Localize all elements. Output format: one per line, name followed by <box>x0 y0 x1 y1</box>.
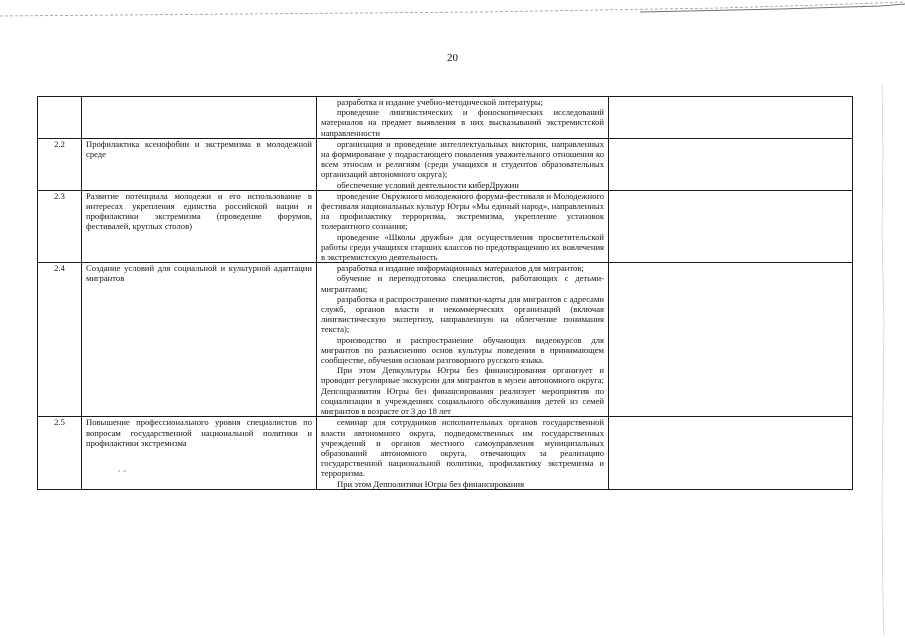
row-actions <box>317 190 609 262</box>
action-paragraph: производство и распространение обучающих видеокурсов для мигрантов по разъяснению основ культуры поведения в принимающем сообществе, обучения основам разговорного русского языка. <box>321 334 604 366</box>
action-paragraph: При этом Депкультуры Югры без финансирования организует и проводит регулярные экскурсии для мигрантов в музеи автономного округа; Депсоцразвития Югры без финансирования реализует мероприятия по социализации в учреждениях социального обслуживания детей из семей мигрантов в возрасте от 3 до 18 лет <box>321 365 604 417</box>
row-number: 2.3 <box>38 190 82 262</box>
scan-speck <box>118 470 126 472</box>
table-row <box>38 263 853 417</box>
row-actions <box>317 97 609 139</box>
scan-edge-top <box>0 0 905 20</box>
row-extra <box>609 417 853 489</box>
row-title: Повышение профессионального уровня специалистов по вопросам государственной национальной политики и профилактики экстремизма <box>82 417 317 489</box>
row-actions <box>317 138 609 190</box>
action-paragraph: При этом Депполитики Югры без финансирования <box>337 478 525 489</box>
row-title: Развитие потенциала молодежи и его использование в интересах укрепления единства российской нации и профилактики экстремизма (проведение форумов, фестивалей, круглых столов) <box>82 190 317 262</box>
action-paragraph: разработка и издание учебно-методической литературы; <box>337 97 544 107</box>
row-title: Профилактика ксенофобии и экстремизма в молодежной среде <box>82 138 317 190</box>
action-paragraph: проведение «Школы дружбы» для осуществления просветительской работы среди учащихся старших классов по предотвращению их вовлечения в экстремистскую деятельность <box>321 231 604 263</box>
row-actions <box>317 263 609 417</box>
action-paragraph: обеспечение условий деятельности киберДружин <box>337 179 519 190</box>
row-title: Создание условий для социальной и культурной адаптации мигрантов <box>82 263 317 417</box>
table-row <box>38 417 853 489</box>
action-paragraph: проведение Окружного молодежного форума-фестиваля и Молодежного фестиваля национальных культур Югры «Мы единый народ», направленных на профилактику терроризма, экстремизма, укрепление установок толерантного сознания; <box>321 190 604 232</box>
table-row <box>38 190 853 262</box>
table-row <box>38 138 853 190</box>
row-number: 2.5 <box>38 417 82 489</box>
row-extra <box>609 263 853 417</box>
action-paragraph: разработка и издание информационных материалов для мигрантов; <box>337 263 584 274</box>
action-paragraph: проведение лингвистических и фоноскопических исследований материалов на предмет выявления в них высказываний экстремистской направленности <box>321 107 604 138</box>
page-number: 20 <box>447 52 458 64</box>
table-row <box>38 97 853 139</box>
measures-table <box>37 96 853 490</box>
row-title <box>82 97 317 139</box>
row-actions <box>317 417 609 489</box>
row-number <box>38 97 82 139</box>
scan-edge-right <box>868 82 904 638</box>
row-extra <box>609 138 853 190</box>
row-extra <box>609 97 853 139</box>
action-paragraph: семинар для сотрудников исполнительных органов государственной власти автономного округа, подведомственных им государственных учреждений и органов местного самоуправления муниципальных образований автономного округа, отвечающих за реализацию государственной национальной политики, профилактику экстремизма и терроризма. <box>321 417 604 479</box>
row-number: 2.2 <box>38 138 82 190</box>
action-paragraph: организация и проведение интеллектуальных викторин, направленных на формирование у подрастающего поколения уважительного отношения ко всем этносам и религиям (среди учащихся и студентов образовательных организаций автономного округа); <box>321 138 604 180</box>
action-paragraph: обучение и переподготовка специалистов, работающих с детьми-мигрантами; <box>321 273 604 294</box>
action-paragraph: разработка и распространение памятки-карты для мигрантов с адресами служб, органов власти и некоммерческих организаций (включая лингвистическую экспертизу, направленную на облегчение понимания текста); <box>321 293 604 335</box>
row-number: 2.4 <box>38 263 82 417</box>
row-extra <box>609 190 853 262</box>
